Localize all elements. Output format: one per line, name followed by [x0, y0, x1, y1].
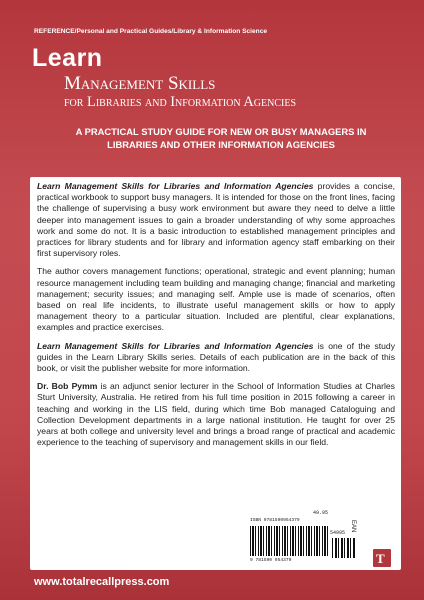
author-name: Dr. Bob Pymm	[37, 381, 98, 392]
barcode	[250, 508, 365, 566]
paragraph-1-title: Learn Management Skills for Libraries and Information Agencies	[37, 181, 314, 191]
description-text	[37, 181, 395, 455]
barcode-ean-label: EAN	[350, 520, 356, 533]
paragraph-3	[37, 341, 395, 375]
category-line: REFERENCE/Personal and Practical Guides/Library & Information Science	[34, 28, 268, 35]
tagline: A PRACTICAL STUDY GUIDE FOR NEW OR BUSY MANAGERS IN LIBRARIES AND OTHER INFORMATION AGENCIES	[75, 126, 367, 150]
paragraph-2	[37, 266, 395, 333]
publisher-logo-letter: T	[376, 551, 385, 566]
title-learn: Learn	[32, 44, 103, 72]
barcode-price: 49.95	[313, 510, 329, 516]
title-main: Management Skills	[64, 73, 216, 94]
paragraph-3-text: is one of the study guides in the Learn Library Skills series. Details of each publication are in the back of this book, or visit the publisher website for more information.	[37, 340, 395, 374]
paragraph-1-text: provides a concise, practical workbook to support busy managers. It is intended for those on the front lines, facing the challenge of supervising a busy work environment but aware they need to delve a little deeper into management issues to gain a broader understanding of why some approaches work and some do not. It is a basic introduction to established management principles and practices for library students and for library and information agency staff embarking on their first supervisory roles.	[37, 181, 395, 259]
barcode-addon-bars	[332, 538, 356, 558]
barcode-bars	[250, 526, 328, 556]
publisher-logo-icon	[372, 548, 392, 568]
barcode-isbn: ISBN 9781590954379	[250, 518, 300, 523]
paragraph-4	[37, 381, 395, 448]
barcode-digits: 9 781590 954379	[250, 558, 292, 563]
paragraph-2-text: The author covers management functions; operational, strategic and event planning; human resource management including team building and managing change; financial and marketing management; security issues; and managing self. Ample use is made of scenarios, often based on real life incidents, to illustrate useful management skills or how to apply management theory to a particular situation. Included are plentiful, clear explanations, examples and practice exercises.	[37, 266, 395, 333]
barcode-addon-code: 54995	[330, 530, 346, 536]
paragraph-4-text: is an adjunct senior lecturer in the School of Information Studies at Charles Sturt University, Australia. He retired from his full time position in 2015 following a career in teaching and working in the LIS field, during which time Bob managed Cataloguing and Collection Development departments in a large national institution. He taught for over 25 years at both college and university level and brings a broad range of practical and academic experience to the teaching of supervisory and management skills in our field.	[37, 381, 395, 448]
title-subtitle: for Libraries and Information Agencies	[64, 94, 297, 110]
website-url: www.totalrecallpress.com	[34, 576, 170, 588]
paragraph-1	[37, 181, 395, 259]
paragraph-3-title: Learn Management Skills for Libraries and Information Agencies	[37, 340, 314, 351]
